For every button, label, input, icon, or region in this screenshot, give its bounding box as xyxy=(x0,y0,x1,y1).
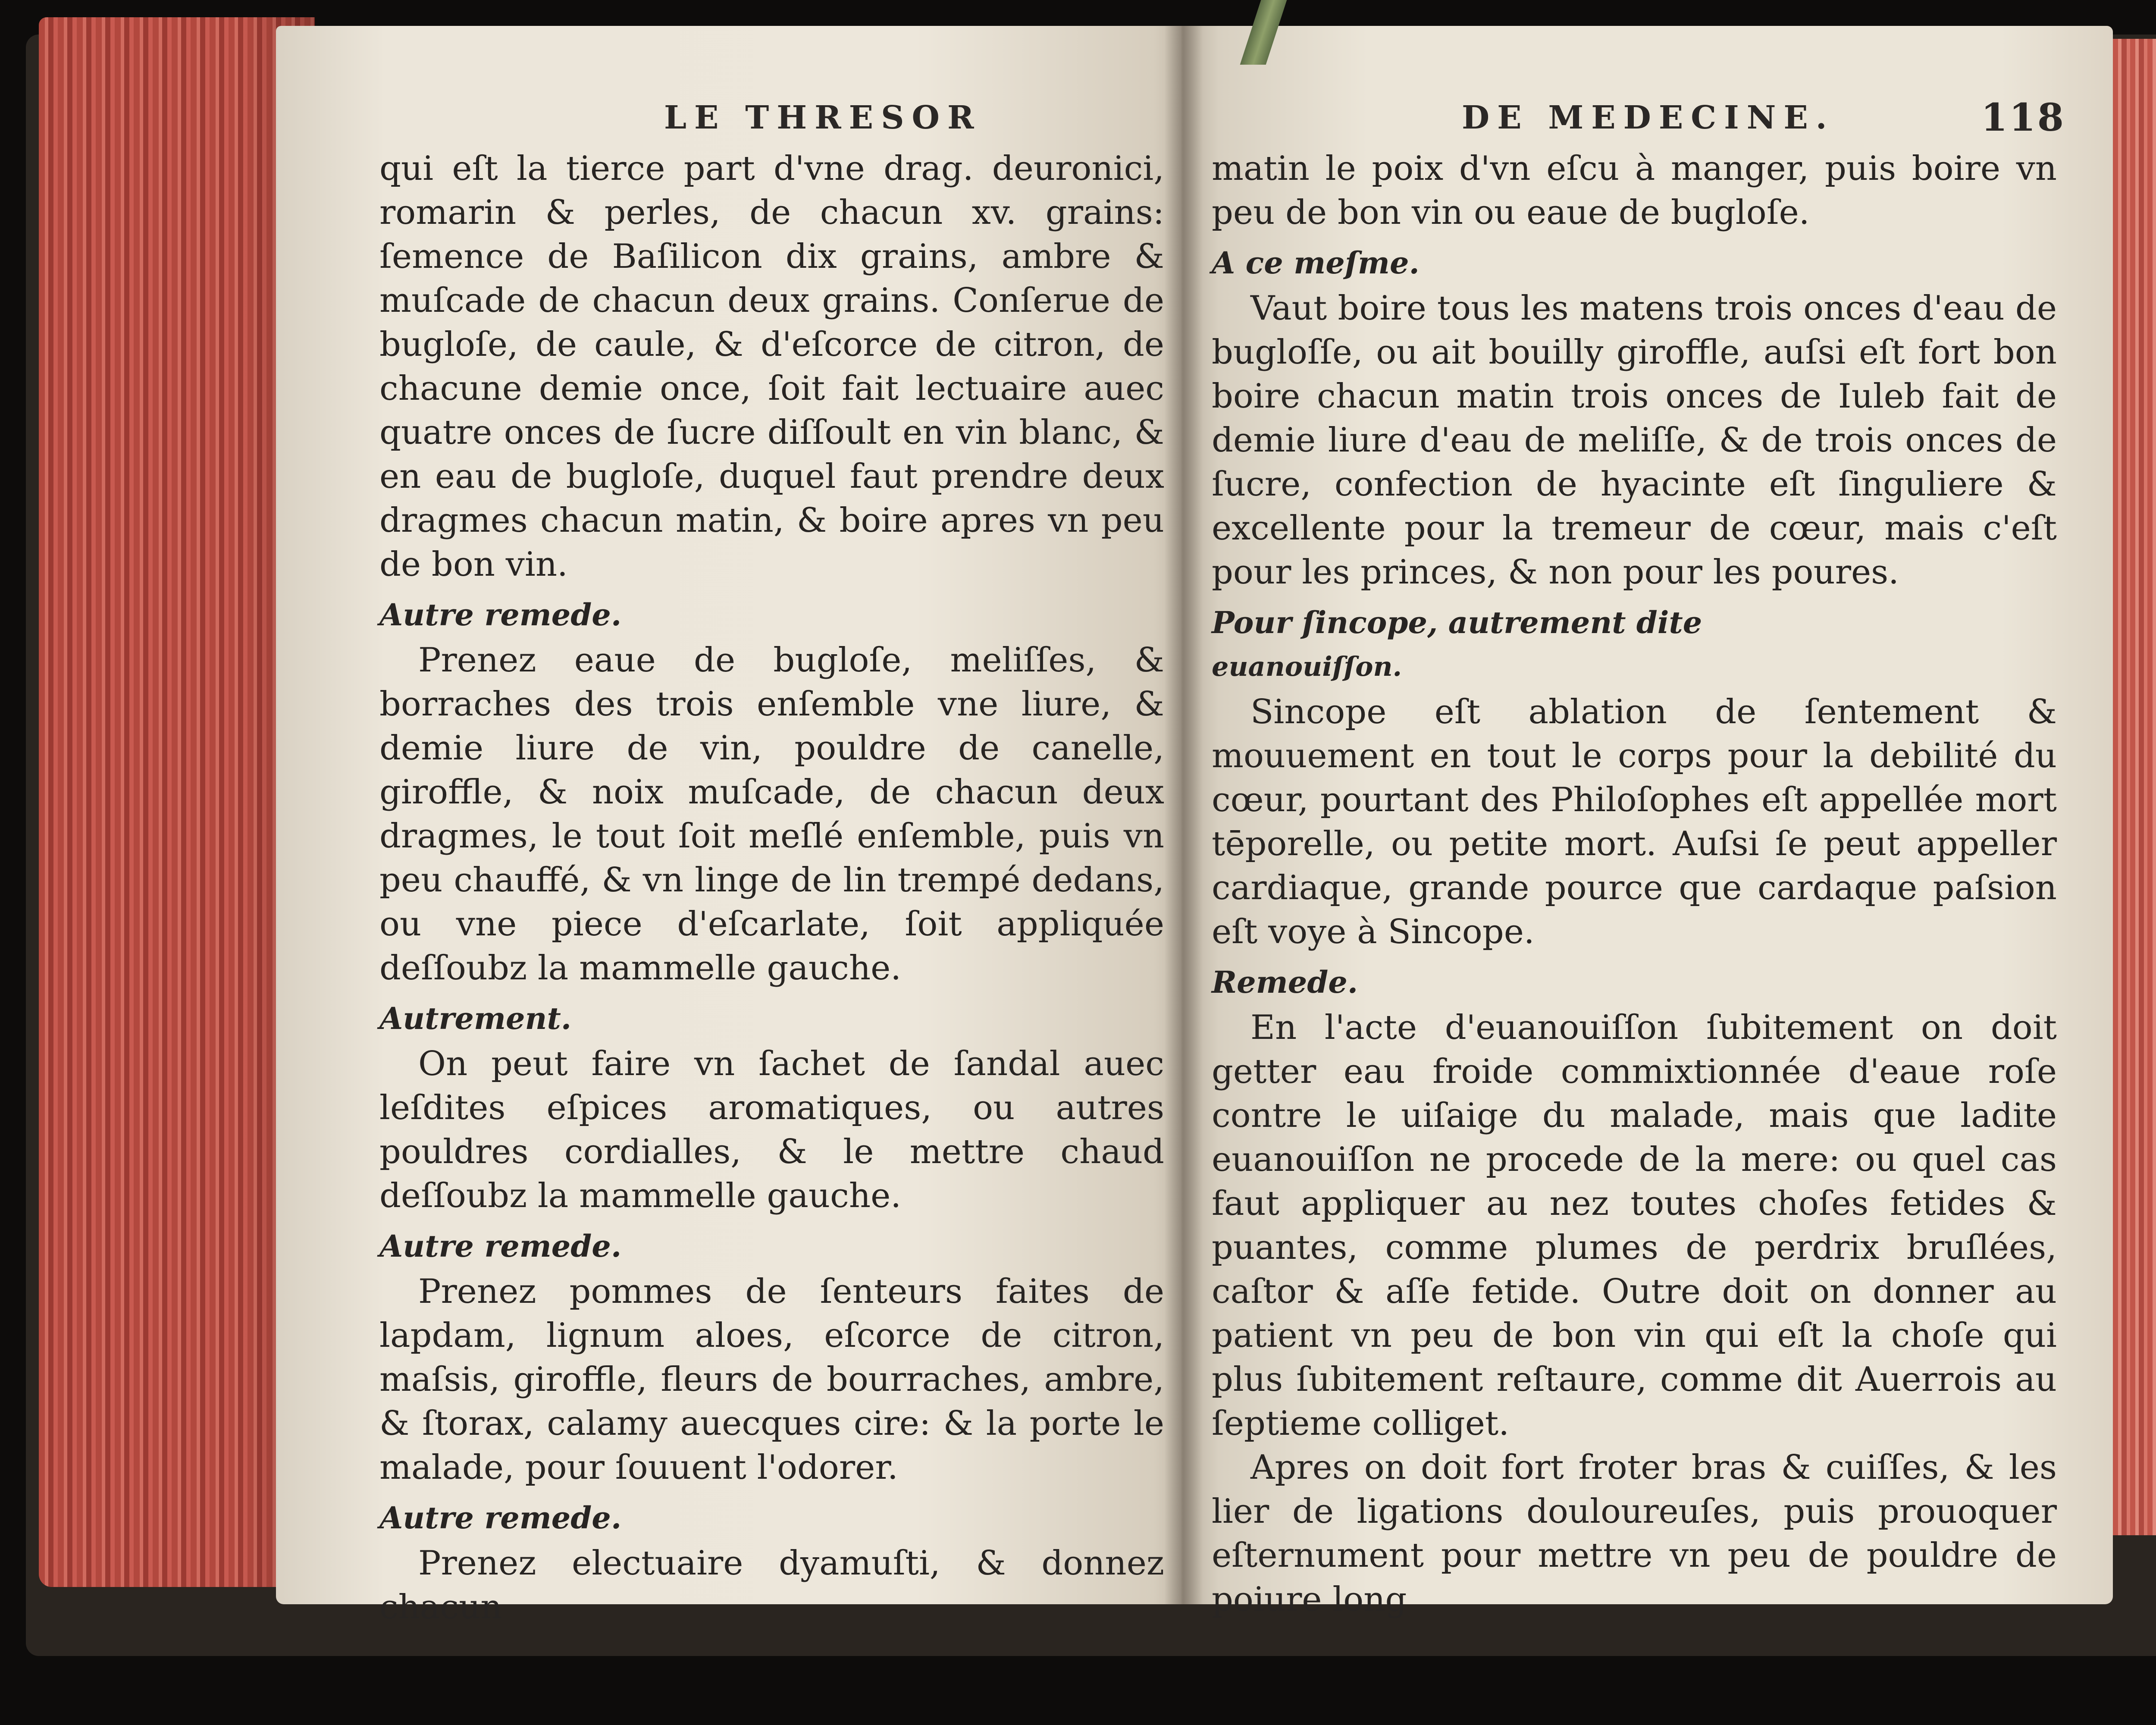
section-heading: Autre remede. xyxy=(379,1500,622,1536)
section-heading: Autrement. xyxy=(379,1000,572,1036)
book-gutter xyxy=(1164,26,1203,1604)
section-heading: Pour ſincope, autrement dite xyxy=(1212,605,1702,640)
paragraph: On peut faire vn ſachet de ſandal auec leſdites eſpices aromatiques, ou autres pouldres cordialles, & le mettre chaud deſſoubz la mammelle gauche. xyxy=(379,1044,1164,1215)
paragraph: Vaut boire tous les matens trois onces d'eau de bugloſſe, ou ait bouilly giroffle, auſsi eſt fort bon boire chacun matin trois onces de Iuleb fait de demie liure d'eau de meliſſe, & de trois onces de ſucre, confection de hyacinte eſt ſinguliere & excellente pour la tremeur de cœur, mais c'eſt pour les princes, & non pour les poures. xyxy=(1212,289,2057,592)
right-page xyxy=(1181,26,2113,1619)
section-subheading: euanouiſſon. xyxy=(1212,651,1402,682)
paragraph: Sincope eſt ablation de ſentement & mouuement en tout le corps pour la debilité du cœur, pourtant des Philoſophes eſt appellée mort tēporelle, ou petite mort. Auſsi ſe peut appeller cardiaque, grande pource que cardaque paſsion eſt voye à Sincope. xyxy=(1212,693,2057,951)
paragraph: qui eſt la tierce part d'vne drag. deuronici, romarin & perles, de chacun xv. grains: ſemence de Baſilicon dix grains, ambre & muſcade de chacun deux grains. Conſerue de bugloſe, de caule, & d'eſcorce de citron, de chacune demie once, ſoit fait lectuaire auec quatre onces de ſucre diſſoult en vin blanc, & en eau de bugloſe, duquel faut prendre deux dragmes chacun matin, & boire apres vn peu de bon vin. xyxy=(379,149,1164,584)
paragraph: Prenez eaue de bugloſe, meliſſes, & borraches des trois enſemble vne liure, & demie liure de vin, pouldre de canelle, giroffle, & noix muſcade, de chacun deux dragmes, le tout ſoit meſlé enſemble, puis vn peu chauffé, & vn linge de lin trempé dedans, ou vne piece d'eſcarlate, ſoit appliquée deſſoubz la mammelle gauche. xyxy=(379,641,1164,988)
paragraph: Prenez pommes de ſenteurs faites de lapdam, lignum aloes, eſcorce de citron, maſsis, giroffle, fleurs de bourraches, ambre, & ſtorax, calamy auecques cire: & la porte le malade, pour ſouuent l'odorer. xyxy=(379,1272,1164,1487)
section-heading: Autre remede. xyxy=(379,1228,622,1264)
paragraph: Apres on doit fort froter bras & cuiſſes, & les lier de ligations douloureuſes, puis prouoquer eſternument pour mettre vn peu de pouldre de poiure long xyxy=(1212,1448,2057,1619)
right-page-text xyxy=(1212,147,2057,1622)
left-page-text xyxy=(379,147,1164,1629)
paragraph: En l'acte d'euanouiſſon ſubitement on doit getter eau froide commixtionnée d'eaue roſe contre le uiſaige du malade, mais que ladite euanouiſſon ne procede de la mere: ou quel cas faut appliquer au nez toutes choſes fetides & puantes, comme plumes de perdrix bruſlées, caſtor & aſſe fetide. Outre doit on donner au patient vn peu de bon vin qui eſt la choſe qui plus ſubitement reſtaure, comme dit Auerrois au ſeptieme colliget. xyxy=(1212,1008,2057,1443)
page-number: 118 xyxy=(1981,95,2065,140)
right-running-head: DE MEDECINE. xyxy=(1462,99,1835,136)
section-heading: Autre remede. xyxy=(379,597,622,633)
paragraph: matin le poix d'vn eſcu à manger, puis boire vn peu de bon vin ou eaue de bugloſe. xyxy=(1212,149,2057,232)
left-page xyxy=(276,26,1190,1627)
paragraph: Prenez electuaire dyamuſti, & donnez chacun xyxy=(379,1544,1164,1627)
left-running-head: LE THRESOR xyxy=(664,99,982,136)
section-heading: Remede. xyxy=(1212,964,1358,1000)
section-heading: A ce meſme. xyxy=(1212,245,1420,281)
